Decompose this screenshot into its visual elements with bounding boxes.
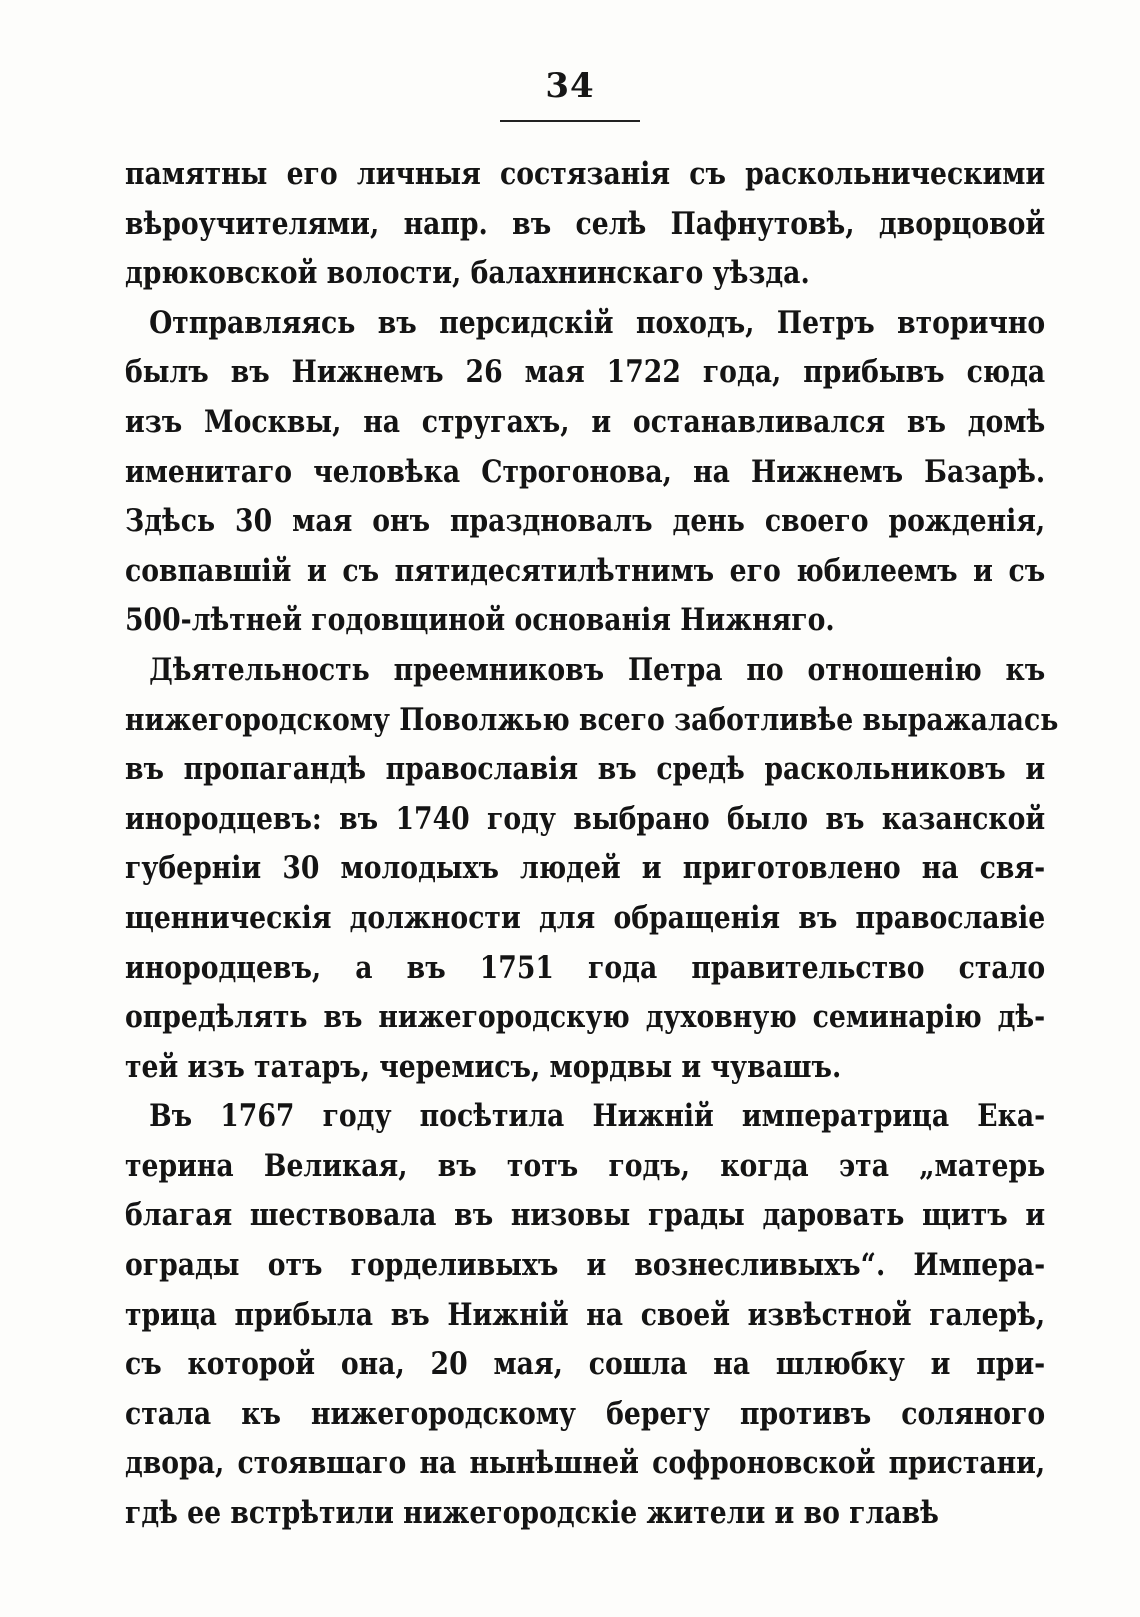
text-line: въ пропагандѣ православія въ средѣ раскольниковъ и bbox=[125, 751, 1046, 788]
text-line: совпавшій и съ пятидесятилѣтнимъ его юбилеемъ и съ bbox=[125, 552, 1046, 589]
text-line: Отправляясь въ персидскій походъ, Петръ вторично bbox=[149, 304, 1046, 341]
text-line: ограды отъ горделивыхъ и вознесливыхъ“. Импера- bbox=[125, 1247, 1046, 1284]
text-line: опредѣлять въ нижегородскую духовную семинарію дѣ- bbox=[125, 999, 1046, 1036]
body-text-inner bbox=[125, 150, 1059, 1539]
text-line: гдѣ ее встрѣтили нижегородскіе жители и во главѣ bbox=[125, 1495, 939, 1532]
page-number-rule bbox=[500, 120, 640, 122]
text-line: тей изъ татаръ, черемисъ, мордвы и чувашъ. bbox=[125, 1048, 842, 1085]
page-number: 34 bbox=[545, 66, 595, 106]
paragraph bbox=[125, 646, 1059, 1092]
text-line: стала къ нижегородскому берегу противъ соляного bbox=[125, 1395, 1046, 1432]
text-line: терина Великая, въ тотъ годъ, когда эта „матерь bbox=[125, 1147, 1046, 1184]
text-line: двора, стоявшаго на нынѣшней софроновской пристани, bbox=[125, 1445, 1046, 1482]
text-line: Здѣсь 30 мая онъ праздновалъ день своего рожденія, bbox=[125, 503, 1046, 540]
text-line: инородцевъ: въ 1740 году выбрано было въ казанской bbox=[125, 800, 1046, 837]
text-line: инородцевъ, а въ 1751 года правительство стало bbox=[125, 949, 1046, 986]
text-line: благая шествовала въ низовы грады даровать щитъ и bbox=[125, 1197, 1046, 1234]
text-line: щенническія должности для обращенія въ православіе bbox=[125, 899, 1046, 936]
text-line: Въ 1767 году посѣтила Нижній императрица Ека- bbox=[149, 1098, 1046, 1135]
text-line: памятны его личныя состязанія съ раскольническими bbox=[125, 156, 1046, 192]
paragraph bbox=[125, 150, 1045, 299]
text-line: съ которой она, 20 мая, сошла на шлюбку и при- bbox=[125, 1346, 1046, 1383]
paragraph bbox=[125, 1092, 1045, 1538]
text-line: губерніи 30 молодыхъ людей и приготовлено на свя- bbox=[125, 850, 1046, 887]
text-line: трица прибыла въ Нижній на своей извѣстной галерѣ, bbox=[125, 1296, 1046, 1333]
paragraph bbox=[125, 299, 1045, 646]
text-line: нижегородскому Поволжью всего заботливѣе выражалась bbox=[125, 701, 1059, 738]
text-line: былъ въ Нижнемъ 26 мая 1722 года, прибывъ сюда bbox=[125, 354, 1046, 391]
body-text bbox=[125, 150, 1059, 1539]
text-line: именитаго человѣка Строгонова, на Нижнемъ Базарѣ. bbox=[125, 453, 1046, 490]
text-line: дрюковской волости, балахнинскаго уѣзда. bbox=[125, 255, 810, 292]
text-line: 500-лѣтней годовщиной основанія Нижняго. bbox=[125, 602, 835, 639]
text-line: изъ Москвы, на стругахъ, и останавливался въ домѣ bbox=[125, 403, 1046, 440]
text-line: вѣроучителями, напр. въ селѣ Пафнутовѣ, дворцовой bbox=[125, 205, 1046, 242]
text-line: Дѣятельность преемниковъ Петра по отношенію къ bbox=[149, 651, 1046, 688]
